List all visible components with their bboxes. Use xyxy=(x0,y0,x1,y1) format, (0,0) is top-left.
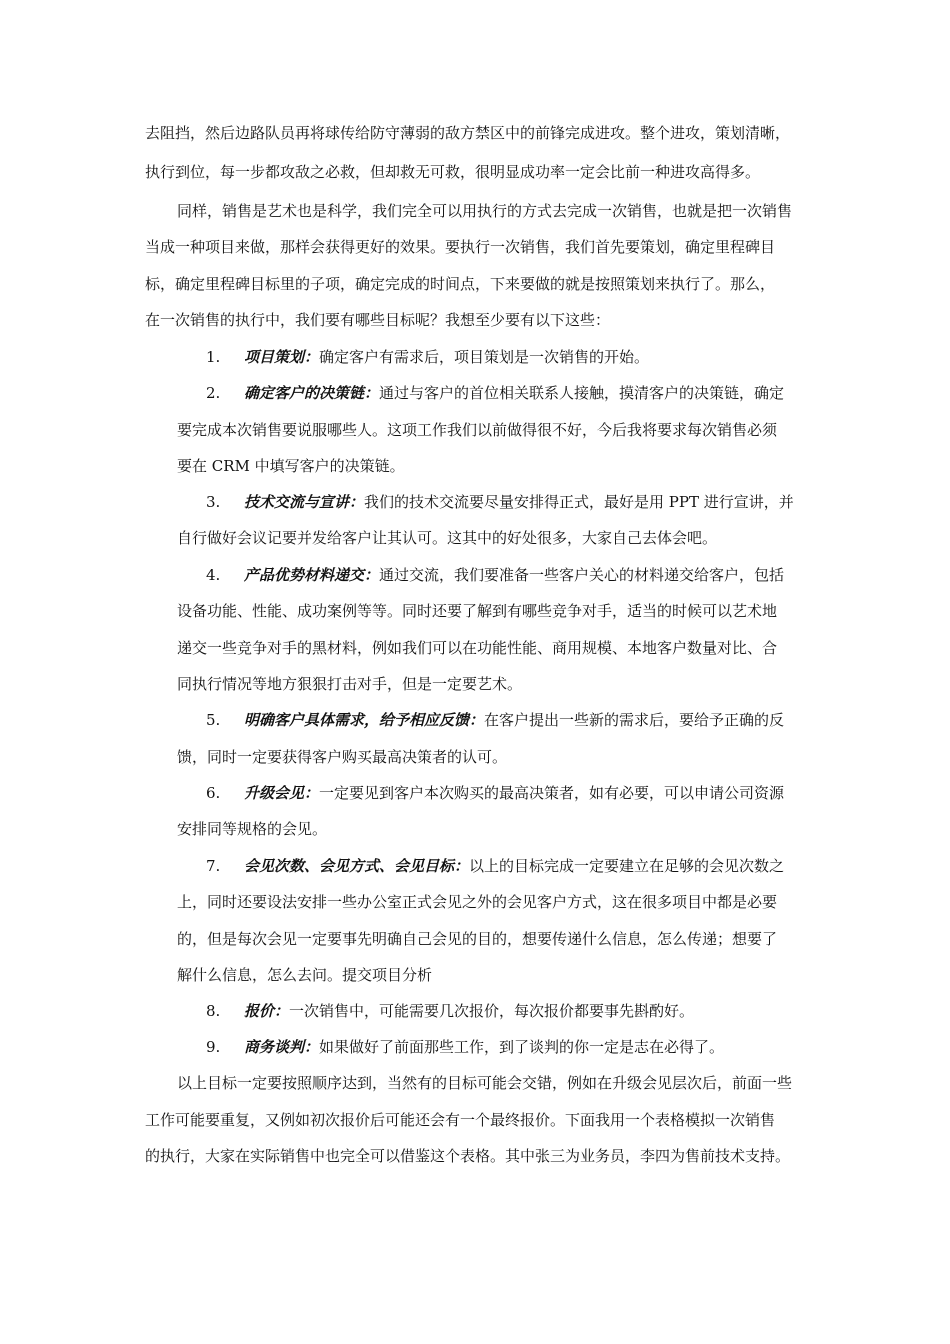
list-item-text: 一定要见到客户本次购买的最高决策者，如有必要，可以申请公司资源 xyxy=(319,784,785,802)
list-item-text: 确定客户有需求后，项目策划是一次销售的开始。 xyxy=(319,348,650,366)
list-item-text: 通过交流，我们要准备一些客户关心的材料递交给客户，包括 xyxy=(379,566,785,584)
list-item xyxy=(244,710,784,730)
paragraph-3-line: 的执行，大家在实际销售中也完全可以借鉴这个表格。其中张三为业务员，李四为售前技术支持。 xyxy=(145,1147,791,1165)
list-item-number: 9. xyxy=(206,1038,221,1056)
list-item-number: 2. xyxy=(206,384,221,402)
paragraph-2-line: 标，确定里程碑目标里的子项，确定完成的时间点，下来要做的就是按照策划来执行了。那么， xyxy=(145,275,776,293)
list-item-text: 解什么信息，怎么去问。提交项目分析 xyxy=(177,966,433,984)
list-item-number: 1. xyxy=(206,348,221,366)
list-item-text: 在客户提出一些新的需求后，要给予正确的反 xyxy=(484,711,785,729)
list-item-text: 要完成本次销售要说服哪些人。这项工作我们以前做得很不好，今后我将要求每次销售必须 xyxy=(177,421,778,439)
list-item xyxy=(244,492,794,512)
list-item-text: 的，但是每次会见一定要事先明确自己会见的目的，想要传递什么信息，怎么传递；想要了 xyxy=(177,930,778,948)
list-item xyxy=(244,783,784,803)
list-item-text: 以上的目标完成一定要建立在足够的会见次数之 xyxy=(469,857,785,875)
paragraph-1-line: 去阻挡，然后边路队员再将球传给防守薄弱的敌方禁区中的前锋完成进攻。整个进攻，策划清晰， xyxy=(145,124,791,142)
list-item-text: 要在 CRM 中填写客户的决策链。 xyxy=(177,457,405,475)
list-item xyxy=(244,347,649,367)
list-item-title: 商务谈判： xyxy=(244,1038,320,1056)
list-item-text: 一次销售中，可能需要几次报价，每次报价都要事先斟酌好。 xyxy=(289,1002,695,1020)
paragraph-2-line: 当成一种项目来做，那样会获得更好的效果。要执行一次销售，我们首先要策划，确定里程碑目 xyxy=(145,238,776,256)
list-item-number: 5. xyxy=(206,711,221,729)
list-item xyxy=(244,856,784,876)
list-item-title: 报价： xyxy=(244,1002,290,1020)
list-item-number: 6. xyxy=(206,784,221,802)
list-item-text: 我们的技术交流要尽量安排得正式，最好是用 PPT 进行宣讲，并 xyxy=(364,493,794,511)
list-item-number: 3. xyxy=(206,493,221,511)
list-item-title: 会见次数、会见方式、会见目标： xyxy=(244,857,470,875)
list-item-text: 通过与客户的首位相关联系人接触，摸清客户的决策链，确定 xyxy=(379,384,785,402)
list-item xyxy=(244,383,784,403)
list-item-text: 设备功能、性能、成功案例等等。同时还要了解到有哪些竞争对手，适当的时候可以艺术地 xyxy=(177,602,778,620)
list-item-title: 明确客户具体需求，给予相应反馈： xyxy=(244,711,485,729)
paragraph-3-line: 工作可能要重复，又例如初次报价后可能还会有一个最终报价。下面我用一个表格模拟一次销售 xyxy=(145,1111,776,1129)
paragraph-2-line: 在一次销售的执行中，我们要有哪些目标呢？我想至少要有以下这些： xyxy=(145,311,611,329)
paragraph-2-line: 同样，销售是艺术也是科学，我们完全可以用执行的方式去完成一次销售，也就是把一次销售 xyxy=(177,202,793,220)
list-item-text: 上，同时还要设法安排一些办公室正式会见之外的会见客户方式，这在很多项目中都是必要 xyxy=(177,893,778,911)
list-item-text: 安排同等规格的会见。 xyxy=(177,820,328,838)
list-item-text: 递交一些竞争对手的黑材料，例如我们可以在功能性能、商用规模、本地客户数量对比、合 xyxy=(177,639,778,657)
list-item-text: 同执行情况等地方狠狠打击对手，但是一定要艺术。 xyxy=(177,675,523,693)
list-item-text: 自行做好会议记要并发给客户让其认可。这其中的好处很多，大家自己去体会吧。 xyxy=(177,529,718,547)
list-item-title: 产品优势材料递交： xyxy=(244,566,380,584)
list-item xyxy=(244,565,784,585)
paragraph-1-line: 执行到位，每一步都攻敌之必救，但却救无可救，很明显成功率一定会比前一种进攻高得多。 xyxy=(145,163,761,181)
list-item-title: 技术交流与宣讲： xyxy=(244,493,365,511)
list-item-title: 升级会见： xyxy=(244,784,320,802)
paragraph-3-line: 以上目标一定要按照顺序达到，当然有的目标可能会交错，例如在升级会见层次后，前面一些 xyxy=(177,1074,793,1092)
list-item-title: 确定客户的决策链： xyxy=(244,384,380,402)
list-item-text: 如果做好了前面那些工作，到了谈判的你一定是志在必得了。 xyxy=(319,1038,725,1056)
list-item-title: 项目策划： xyxy=(244,348,320,366)
list-item-number: 8. xyxy=(206,1002,221,1020)
list-item xyxy=(244,1037,724,1057)
list-item xyxy=(244,1001,694,1021)
list-item-number: 4. xyxy=(206,566,221,584)
list-item-number: 7. xyxy=(206,857,221,875)
list-item-text: 馈，同时一定要获得客户购买最高决策者的认可。 xyxy=(177,748,508,766)
